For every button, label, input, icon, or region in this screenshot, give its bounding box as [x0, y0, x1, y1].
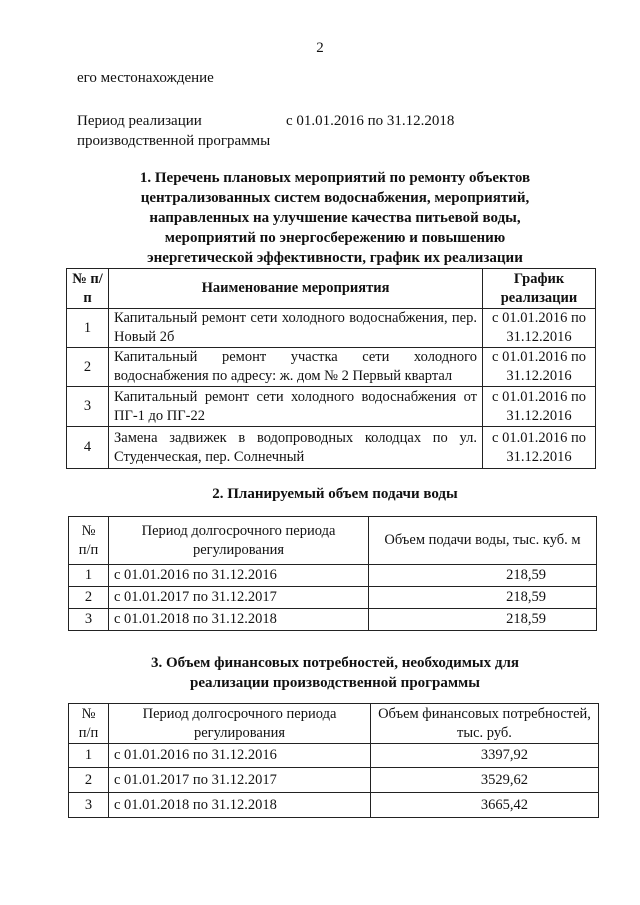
table-row: 2 с 01.01.2017 по 31.12.2017 218,59 — [69, 587, 597, 609]
section3-title: 3. Объем финансовых потребностей, необходимых для реализации производственной программы — [150, 655, 520, 691]
header-name: Наименование мероприятия — [109, 269, 483, 309]
table-header-row: № п/п Период долгосрочного периода регулирования Объем финансовых потребностей, тыс. руб. — [69, 704, 599, 744]
period-value: с 01.01.2016 по 31.12.2018 — [286, 113, 455, 129]
table-header-row: № п/п Период долгосрочного периода регулирования Объем подачи воды, тыс. куб. м — [69, 517, 597, 565]
period-label-line-1: Период реализации — [77, 113, 202, 129]
page-number: 2 — [316, 40, 324, 56]
table-row: 1 Капитальный ремонт сети холодного водоснабжения, пер. Новый 2б с 01.01.2016 по 31.12.2016 — [67, 309, 596, 348]
intro-location-text: его местонахождение — [77, 70, 214, 86]
table-row: 1 с 01.01.2016 по 31.12.2016 3397,92 — [69, 744, 599, 768]
table-row: 3 с 01.01.2018 по 31.12.2018 3665,42 — [69, 793, 599, 818]
finance-table — [68, 703, 599, 818]
water-volume-table — [68, 516, 597, 631]
table-row: 2 с 01.01.2017 по 31.12.2017 3529,62 — [69, 768, 599, 793]
table-row: 4 Замена задвижек в водопроводных колодцах по ул. Студенческая, пер. Солнечный с 01.01.2016 по 31.12.2016 — [67, 427, 596, 469]
header-schedule: График реализации — [483, 269, 596, 309]
table-row: 2 Капитальный ремонт участка сети холодного водоснабжения по адресу: ж. дом № 2 Первый квартал с 01.01.2016 по 31.12.2016 — [67, 348, 596, 387]
table-row: 3 Капитальный ремонт сети холодного водоснабжения от ПГ-1 до ПГ-22 с 01.01.2016 по 31.12.2016 — [67, 387, 596, 427]
section2-title: 2. Планируемый объем подачи воды — [212, 486, 458, 502]
table-row: 3 с 01.01.2018 по 31.12.2018 218,59 — [69, 609, 597, 631]
measures-table — [66, 268, 596, 469]
table-header-row — [67, 269, 596, 309]
table-row: 1 с 01.01.2016 по 31.12.2016 218,59 — [69, 565, 597, 587]
section1-title: 1. Перечень плановых мероприятий по ремонту объектов централизованных систем водоснабжения, мероприятий, направленных на улучшение качества питьевой воды, мероприятий по энергосбережению и повышению энергетической эффективности, график их реализации — [139, 170, 531, 266]
header-num: № п/п — [67, 269, 109, 309]
period-label-line-2: производственной программы — [77, 133, 271, 149]
